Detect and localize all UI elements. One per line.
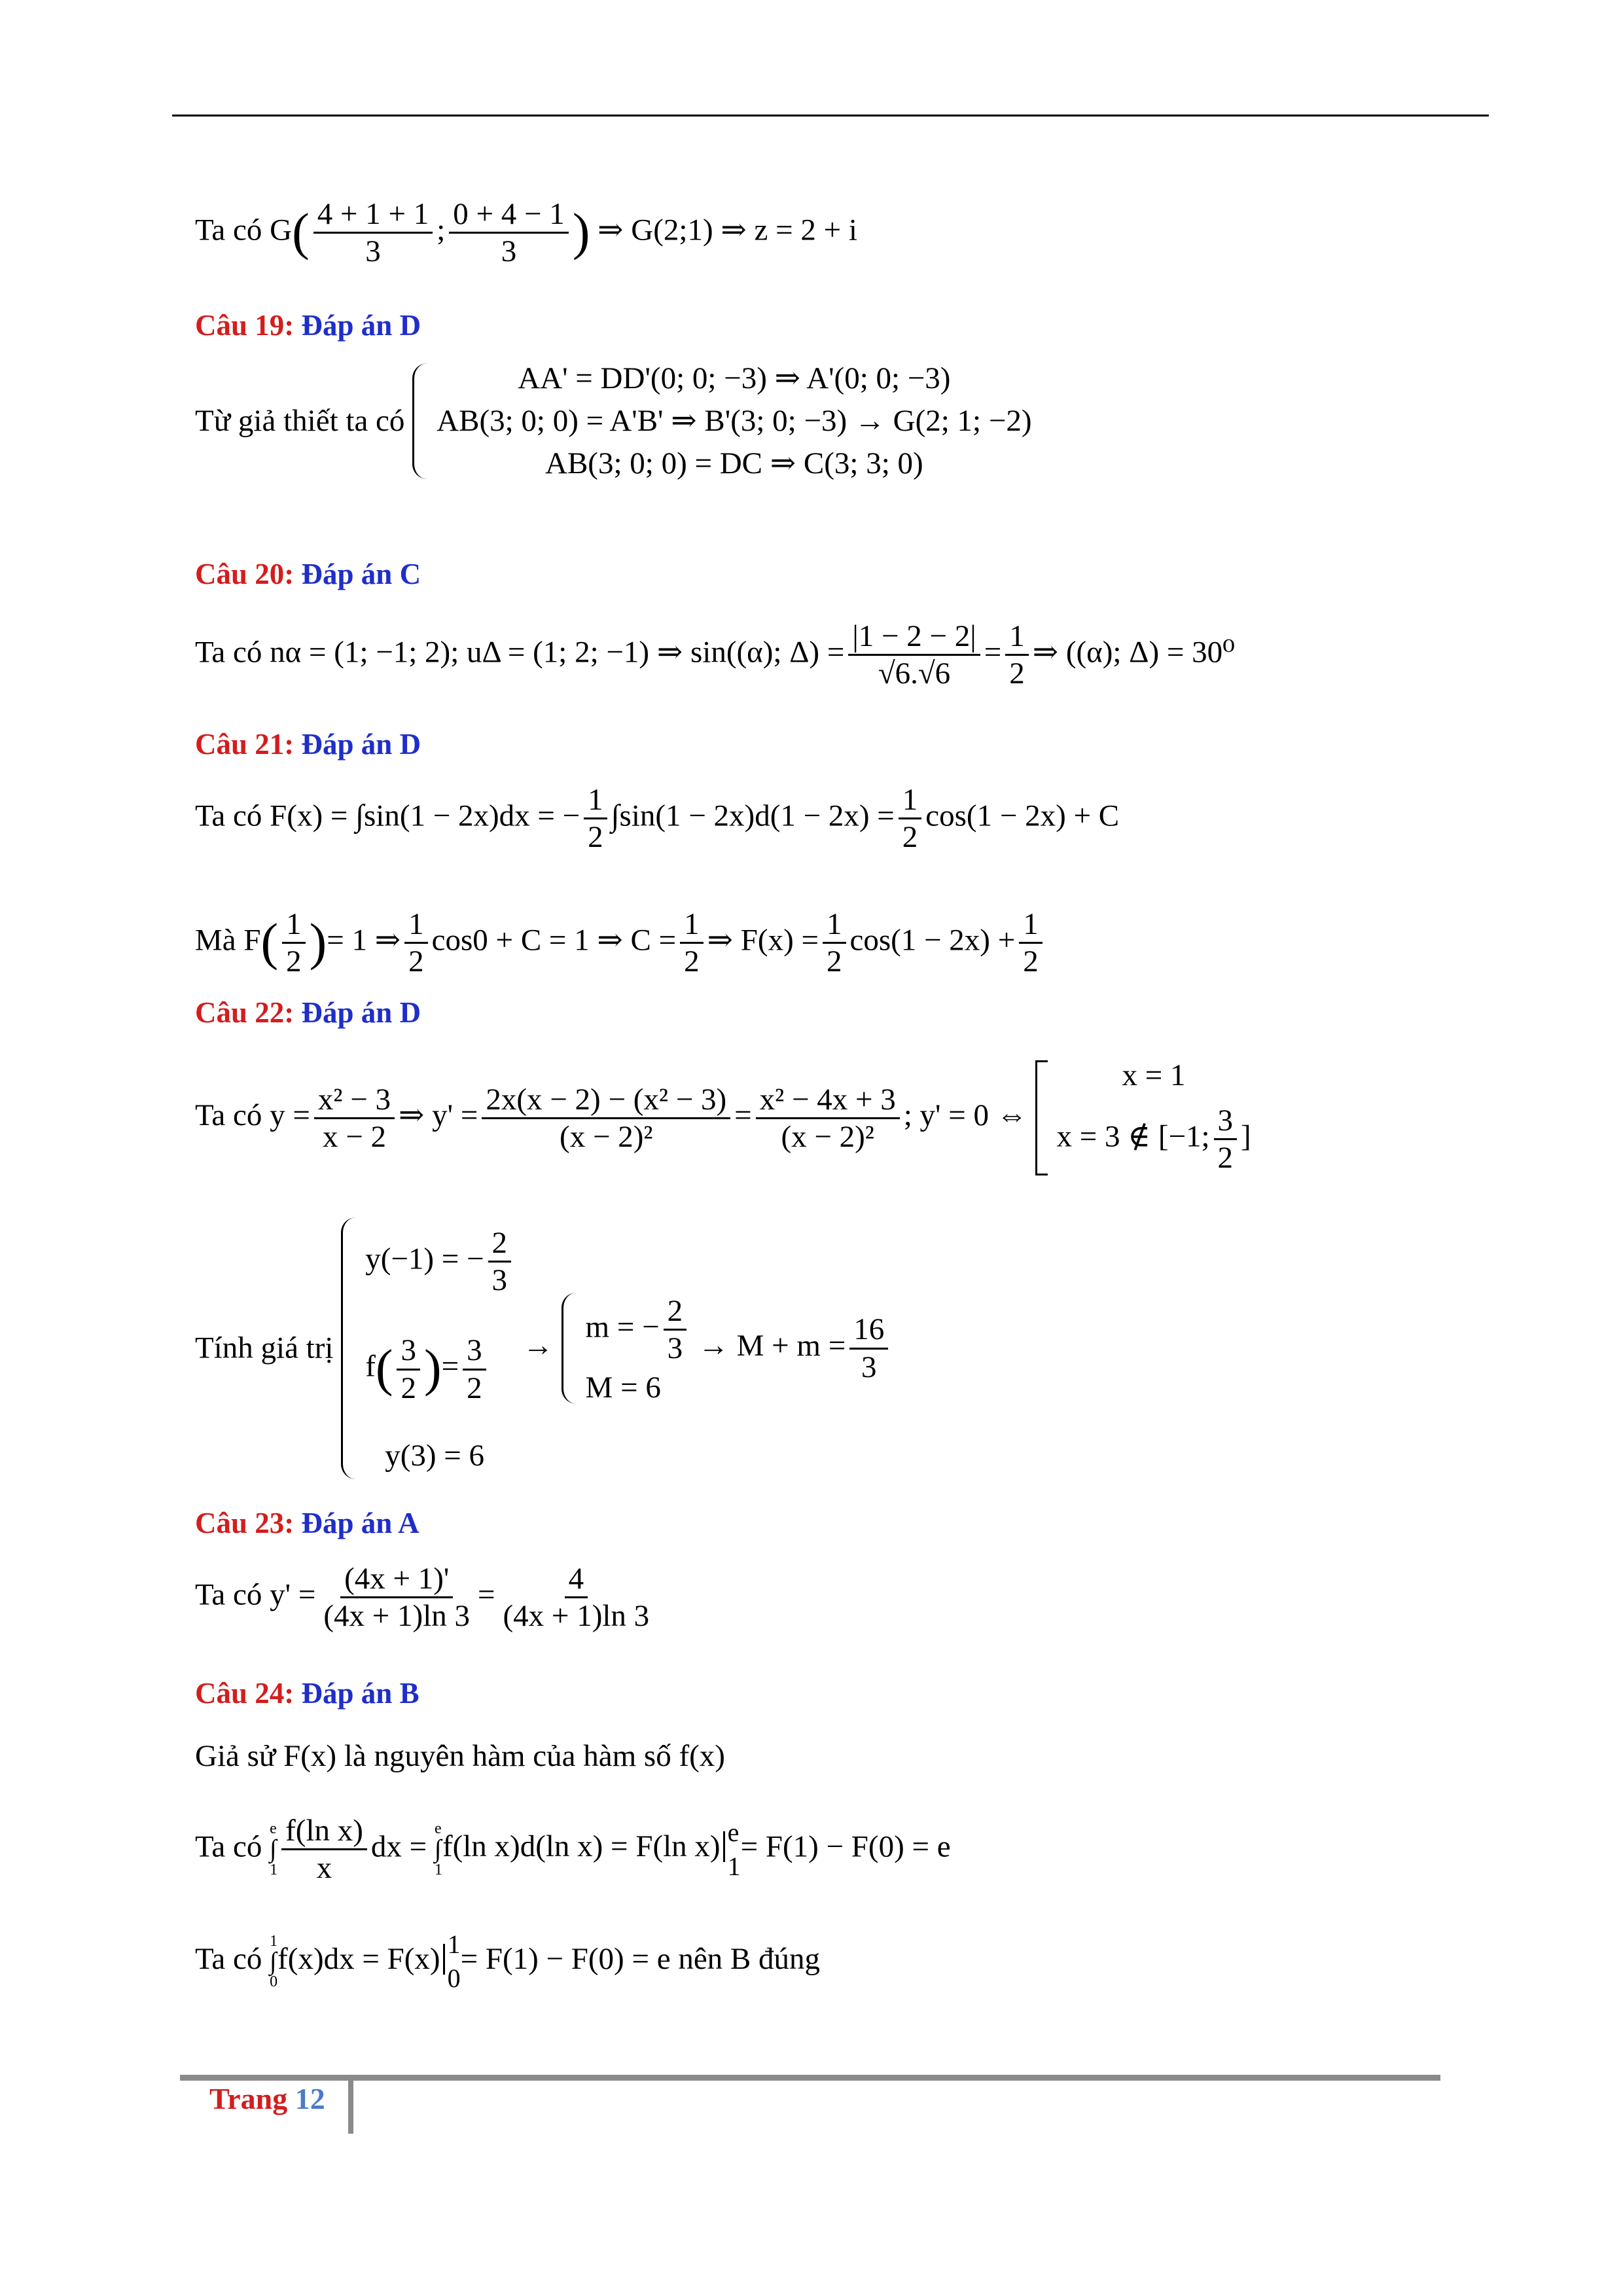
fraction: $\frac{|1 - 2 - 2|}{√6.√6}$ <box>848 619 980 691</box>
min-row: m = − $\frac{2}{3}$ <box>586 1293 691 1366</box>
solution-prefix: Mà <box>195 923 236 958</box>
system-row: AA' = DD'(0; 0; −3) ⇒ A'(0; 0; −3) <box>518 361 951 395</box>
fraction: $\frac{\text{2x(x − 2) − (x² − 3)}}{\text{(x − 2)²}}$ <box>482 1082 730 1155</box>
page-number-value: 12 <box>294 2082 325 2115</box>
question-number: Câu 21: <box>195 728 294 761</box>
answer-label: Đáp án D <box>301 996 421 1029</box>
point-label: G <box>270 213 293 247</box>
eval-limits: e 1 <box>727 1817 741 1881</box>
q21-heading <box>195 730 421 759</box>
q22-line2 <box>195 1217 892 1479</box>
solution-prefix: Ta có <box>195 1829 262 1864</box>
case-row: x = 1 <box>1122 1058 1186 1092</box>
q24-line1 <box>195 1741 725 1772</box>
fraction: $\frac{\text{x² − 3}}{x - 2}$ <box>314 1082 395 1155</box>
eval-limits: 1 0 <box>447 1929 461 1993</box>
footer-rule <box>180 2075 1440 2081</box>
q18-solution: Ta có G( $\frac{4 + 1 + 1}{3}$ ; $\frac{0 + 4 - 1}{3}$ ) ⇒ G(2;1) ⇒ z = 2 + i <box>195 197 857 269</box>
integral-limits: e ∫ 1 <box>270 1820 278 1878</box>
fraction: $\frac{(4x + 1)'}{(4x + 1)\ln 3}$ <box>323 1562 471 1634</box>
q24-line3: Ta có 1 ∫ 0 f(x)dx = F(x) 1 0 = F(1) − F(0) = e nên B đúng <box>195 1928 820 1996</box>
equation-system <box>412 363 1031 479</box>
fraction: $\frac{1}{2}$ <box>680 906 704 979</box>
page-label: Trang <box>209 2082 288 2115</box>
sum-expression: → M + m = <box>698 1328 846 1363</box>
solution-prefix: Ta có <box>195 1098 262 1132</box>
fraction: $\frac{1}{2}$ <box>1005 619 1029 691</box>
q24-line2: Ta có e ∫ 1 $\frac{\text{f(ln x)}}{x}$ dx = e ∫ 1 f(ln x)d(ln x) = F(ln x) e 1 = F(1) − F(0) = e <box>195 1814 951 1886</box>
fraction: $\frac{4 + 1 + 1}{3}$ <box>313 196 433 269</box>
fraction: $\frac{1}{2}$ <box>1019 906 1043 979</box>
result-expression: ⇒ ((α); Δ) = 30⁰ <box>1032 635 1235 670</box>
question-number: Câu 24: <box>195 1677 294 1710</box>
question-number: Câu 22: <box>195 996 294 1029</box>
integral-limits: 1 ∫ 0 <box>270 1932 278 1991</box>
solution-prefix: Tính giá trị <box>195 1331 334 1365</box>
max-row: M = 6 <box>585 1371 661 1405</box>
system-row: AB(3; 0; 0) = DC ⇒ C(3; 3; 0) <box>545 446 923 480</box>
value-row: y(−1) = − $\frac{2}{3}$ <box>365 1225 515 1298</box>
q23-heading <box>195 1509 419 1538</box>
footer-divider <box>348 2075 353 2134</box>
q19-heading <box>195 311 421 340</box>
question-number: Câu 20: <box>195 558 294 590</box>
q20-solution: Ta có nα = (1; −1; 2); uΔ = (1; 2; −1) ⇒ sin((α); Δ) = $\frac{|1 - 2 - 2|}{√6.√6}$ = $\frac{1}{2}$ ⇒ ((α); Δ) = 30⁰ <box>195 619 1235 691</box>
solution-prefix: Ta có <box>195 213 262 247</box>
fraction: $\frac{\text{x² − 4x + 3}}{\text{(x − 2)²}}$ <box>756 1082 900 1155</box>
page-number <box>209 2078 325 2120</box>
q22-line1: Ta có y = $\frac{\text{x² − 3}}{x - 2}$ ⇒ y' = $\frac{\text{2x(x − 2) − (x² − 3)}}{\text{(x − 2)²}}$ = $\frac{\text{x² − 4x + 3}}{\text{(x − 2)²}}$ ; y' = 0 ⇔ x = 1 x = 3 ∉ [−1; $\frac{3}{2}$ ] <box>195 1058 1251 1175</box>
answer-label: Đáp án C <box>301 558 421 590</box>
q22-heading <box>195 998 421 1028</box>
q21-line2: Mà F( $\frac{1}{2}$ )= 1 ⇒ $\frac{1}{2}$ cos0 + C = 1 ⇒ C = $\frac{1}{2}$ ⇒ F(x) = $\frac{1}{2}$ cos(1 − 2x) + $\frac{1}{2}$ <box>195 906 1046 979</box>
statement: Giả sử F(x) là nguyên hàm của hàm số f(x) <box>195 1739 725 1773</box>
solution-prefix: Ta có <box>195 1577 262 1612</box>
header-rule <box>172 115 1489 117</box>
q24-heading <box>195 1679 419 1708</box>
q20-heading <box>195 560 421 589</box>
answer-label: Đáp án A <box>301 1507 419 1539</box>
arrow: → <box>522 1328 554 1363</box>
fraction: $\frac{1}{2}$ <box>584 782 607 855</box>
value-row: y(3) = 6 <box>385 1439 485 1473</box>
value-row: f( $\frac{3}{2}$ )= $\frac{3}{2}$ <box>365 1333 515 1405</box>
solution-prefix: Ta có <box>195 798 262 833</box>
integral-limits: e ∫ 1 <box>434 1820 442 1878</box>
fraction: $\frac{1}{2}$ <box>282 906 306 979</box>
result-expression: ⇒ G(2;1) ⇒ z = 2 + i <box>597 213 857 247</box>
q19-solution <box>195 363 1032 479</box>
expression: nα = (1; −1; 2); uΔ = (1; 2; −1) ⇒ sin((α); Δ) = <box>270 635 845 670</box>
fraction: $\frac{4}{(4x + 1)\ln 3}$ <box>503 1562 650 1634</box>
solution-prefix: Ta có <box>195 635 262 670</box>
value-system <box>341 1217 515 1479</box>
fraction: $\frac{16}{3}$ <box>849 1312 888 1384</box>
fraction: $\frac{1}{2}$ <box>899 782 922 855</box>
fraction: $\frac{1}{2}$ <box>823 906 846 979</box>
extrema-system <box>562 1293 691 1404</box>
fraction: $\frac{1}{2}$ <box>404 906 428 979</box>
fraction: $\frac{\text{f(ln x)}}{x}$ <box>281 1813 367 1886</box>
answer-label: Đáp án D <box>301 309 421 342</box>
fraction: $\frac{0 + 4 - 1}{3}$ <box>449 196 569 269</box>
case-row: x = 3 ∉ [−1; $\frac{3}{2}$ ] <box>1056 1103 1251 1175</box>
answer-label: Đáp án B <box>301 1677 419 1710</box>
q21-line1: Ta có F(x) = ∫sin(1 − 2x)dx = − $\frac{1}{2}$ ∫sin(1 − 2x)d(1 − 2x) = $\frac{1}{2}$ cos(1 − 2x) + C <box>195 783 1120 855</box>
solution-prefix: Ta có <box>195 1941 262 1976</box>
q23-solution: Ta có y' = $\frac{(4x + 1)'}{(4x + 1)\ln 3}$ = $\frac{4}{(4x + 1)\ln 3}$ <box>195 1561 657 1634</box>
solution-prefix: Từ giả thiết ta có <box>195 404 405 438</box>
question-number: Câu 23: <box>195 1507 294 1539</box>
answer-label: Đáp án D <box>301 728 421 761</box>
case-bracket <box>1035 1060 1251 1175</box>
system-row: AB(3; 0; 0) = A'B' ⇒ B'(3; 0; −3) → G(2; 1; −2) <box>437 404 1032 438</box>
question-number: Câu 19: <box>195 309 294 342</box>
